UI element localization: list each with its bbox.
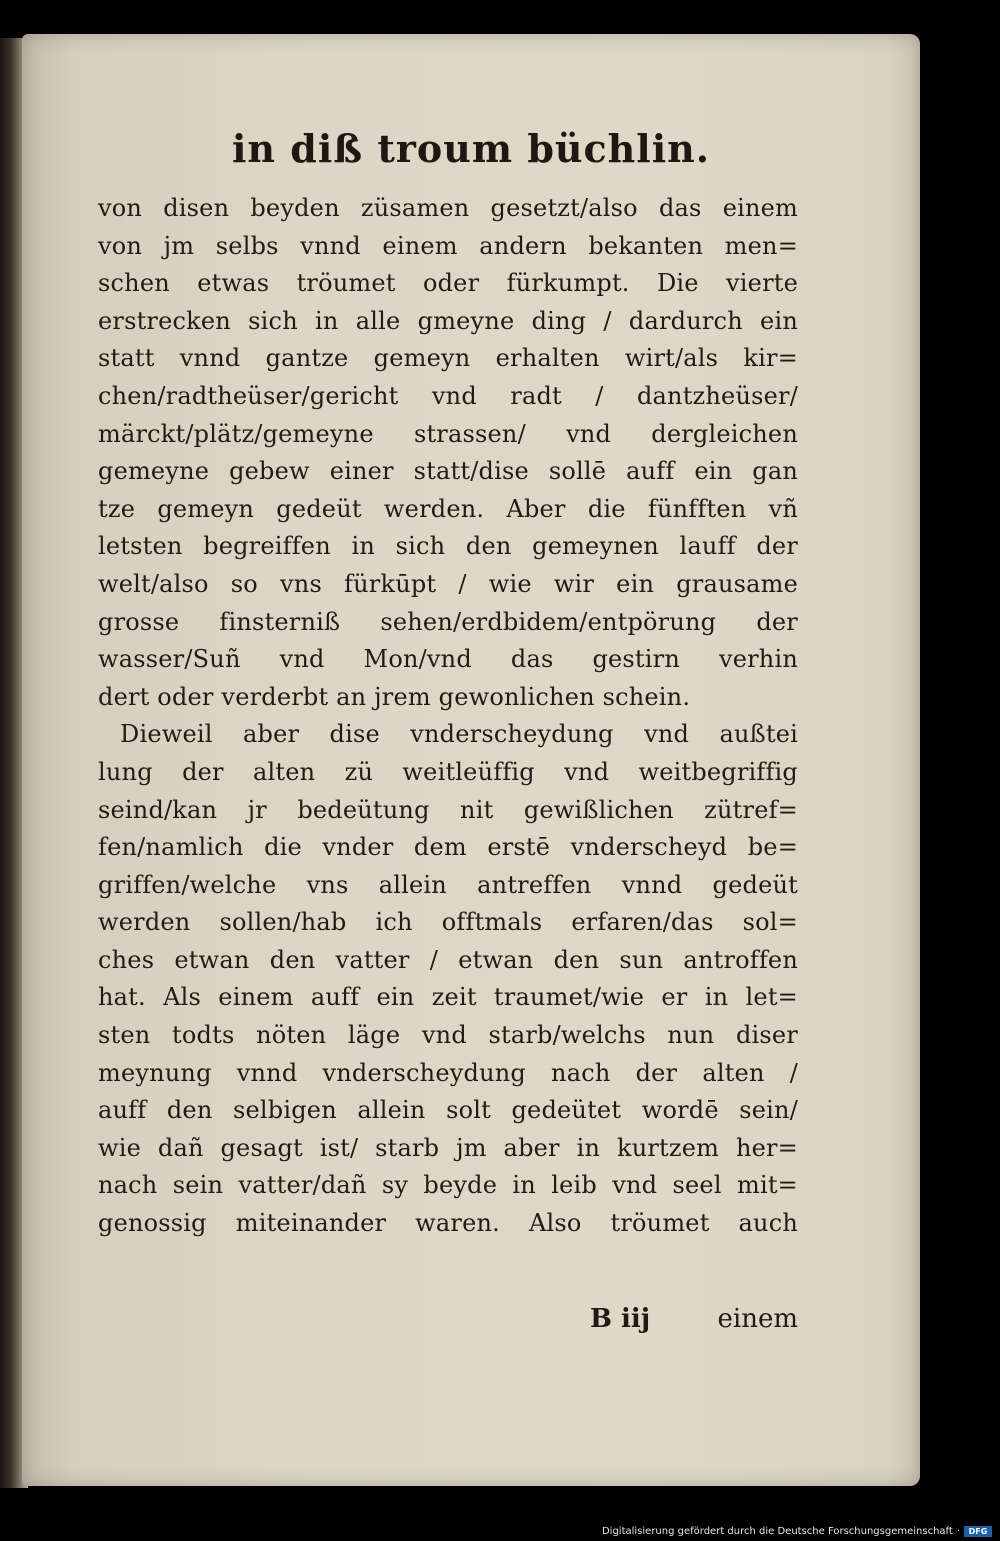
text-line: ches etwan den vatter / etwan den sun antroffen (98, 945, 798, 974)
text-line: statt vnnd gantze gemeyn erhalten wirt/als kir= (98, 344, 798, 373)
text-line: nach sein vatter/dañ sy beyde in leib vnd seel mit= (98, 1171, 798, 1200)
text-line: grosse finsterniß sehen/erdbidem/entpörung der (98, 607, 798, 636)
text-line: lung der alten zü weitleüffig vnd weitbegriffig (98, 757, 798, 786)
running-head: in diß troum büchlin. (231, 126, 711, 171)
text-line: gemeyne gebew einer statt/dise sollē auff ein gan (98, 457, 798, 486)
credit-text: Digitalisierung gefördert durch die Deutsche Forschungsgemeinschaft (601, 1525, 953, 1537)
text-line: schen etwas tröumet oder fürkumpt. Die vierte (98, 269, 798, 298)
text-line: von jm selbs vnnd einem andern bekanten men= (98, 231, 798, 260)
text-line: werden sollen/hab ich offtmals erfaren/das sol= (98, 908, 798, 937)
text-line: auff den selbigen allein solt gedeütet wordē sein/ (98, 1096, 798, 1125)
text-line: tze gemeyn gedeüt werden. Aber die fünfften vñ (98, 494, 798, 523)
text-line: chen/radtheüser/gericht vnd radt / dantzheüser/ (98, 381, 798, 410)
text-line: seind/kan jr bedeütung nit gewißlichen zütref= (98, 795, 798, 824)
text-line: von disen beyden züsamen gesetzt/also das einem (98, 194, 798, 222)
separator-dot: · (956, 1525, 960, 1537)
book-page (22, 34, 920, 1486)
catchword: einem (717, 1304, 798, 1334)
text-line: welt/also so vns fürkūpt / wie wir ein grausame (98, 569, 798, 598)
text-line: dert oder verderbt an jrem gewonlichen schein. (98, 682, 691, 711)
text-line: meynung vnnd vnderscheydung nach der alten / (98, 1058, 798, 1087)
text-line: erstrecken sich in alle gmeyne ding / dardurch ein (98, 306, 798, 335)
text-line: wasser/Suñ vnd Mon/vnd das gestirn verhin (98, 645, 798, 674)
signature-mark: B iij (590, 1304, 651, 1334)
text-line: fen/namlich die vnder dem erstē vnderscheyd be= (98, 833, 798, 862)
text-line: hat. Als einem auff ein zeit traumet/wie er in let= (98, 983, 798, 1012)
page-foot (98, 1304, 798, 1344)
text-line: griffen/welche vns allein antreffen vnnd gedeüt (98, 870, 798, 899)
text-line: märckt/plätz/gemeyne strassen/ vnd dergleichen (98, 419, 798, 448)
dfg-logo: DFG (964, 1526, 992, 1537)
text-line: letsten begreiffen in sich den gemeynen lauff der (98, 532, 798, 561)
text-line-paragraph-start: Dieweil aber dise vnderscheydung vnd außtei (120, 720, 798, 749)
digitization-credit (602, 1523, 992, 1539)
body-text (98, 190, 798, 1243)
text-line: wie dañ gesagt ist/ starb jm aber in kurtzem her= (98, 1133, 798, 1162)
text-line: sten todts nöten läge vnd starb/welchs nun diser (98, 1021, 798, 1050)
text-line: genossig miteinander waren. Also tröumet auch (98, 1209, 798, 1238)
